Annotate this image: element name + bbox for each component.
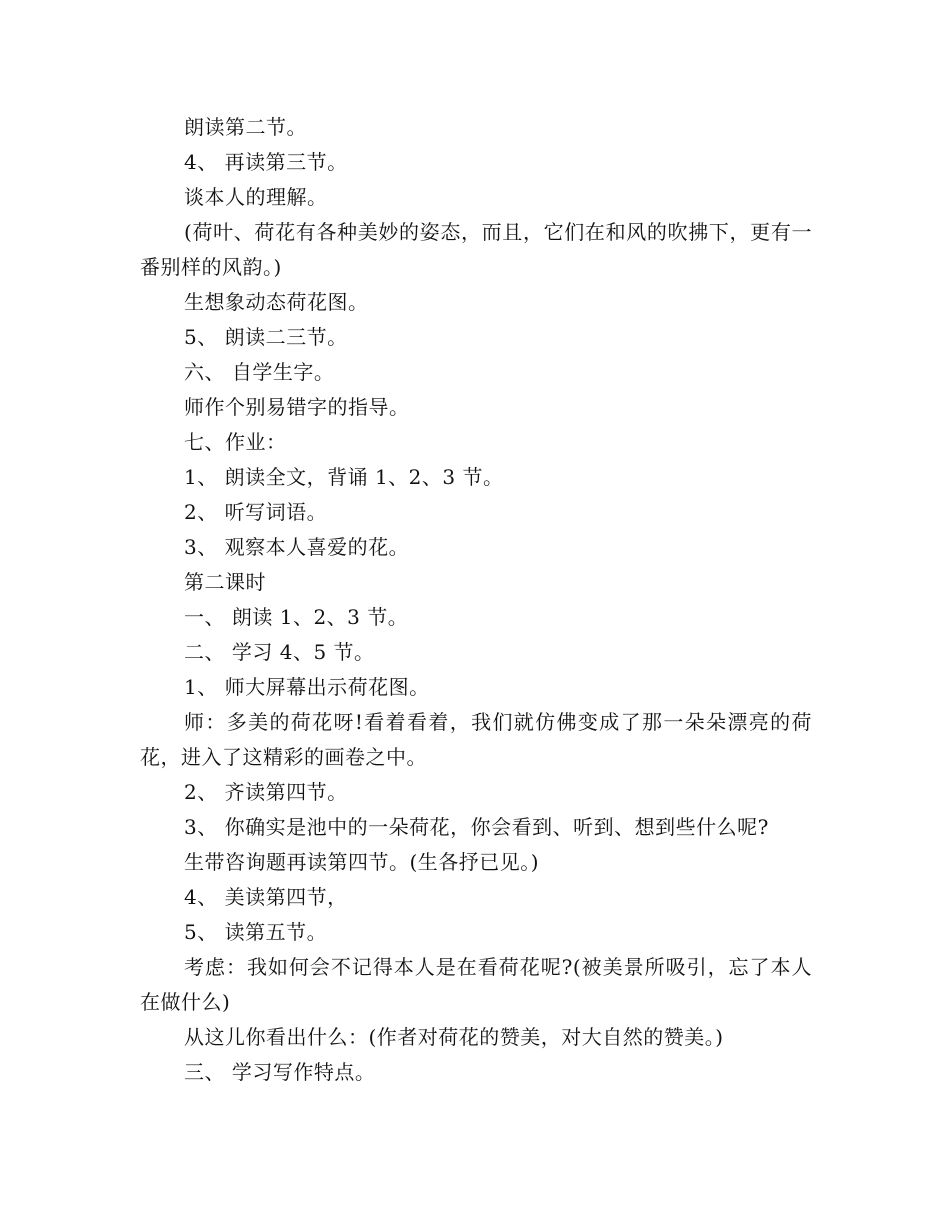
text-line: 二、 学习 4、5 节。 bbox=[184, 640, 375, 664]
document-body bbox=[140, 110, 812, 1090]
text-line: 2、 齐读第四节。 bbox=[184, 780, 348, 804]
text-line: 4、 美读第四节， bbox=[184, 885, 348, 909]
text-line: 5、 朗读二三节。 bbox=[184, 325, 348, 349]
text-line: 生想象动态荷花图。 bbox=[184, 290, 369, 314]
text-line: 谈本人的理解。 bbox=[184, 185, 328, 209]
text-line: 七、作业： bbox=[184, 430, 287, 454]
text-line: 三、 学习写作特点。 bbox=[184, 1060, 376, 1084]
text-line: 5、 读第五节。 bbox=[184, 920, 328, 944]
text-line: 4、 再读第三节。 bbox=[184, 150, 348, 174]
text-line: 1、 朗读全文，背诵 1、2、3 节。 bbox=[184, 465, 504, 489]
text-paragraph: (荷叶、荷花有各种美妙的姿态，而且，它们在和风的吹拂下，更有一番别样的风韵。) bbox=[140, 220, 812, 279]
text-line: 3、 你确实是池中的一朵荷花，你会看到、听到、想到些什么呢? bbox=[184, 815, 769, 839]
text-line: 3、 观察本人喜爱的花。 bbox=[184, 535, 410, 559]
text-line: 1、 师大屏幕出示荷花图。 bbox=[184, 675, 430, 699]
text-paragraph: 师：多美的荷花呀!看着看着，我们就仿佛变成了那一朵朵漂亮的荷花，进入了这精彩的画卷之中。 bbox=[140, 710, 812, 769]
section-heading: 第二课时 bbox=[184, 570, 266, 594]
text-line: 六、 自学生字。 bbox=[184, 360, 335, 384]
text-line: 朗读第二节。 bbox=[184, 115, 307, 139]
text-line: 生带咨询题再读第四节。(生各抒已见。) bbox=[184, 850, 540, 874]
text-paragraph: 考虑：我如何会不记得本人是在看荷花呢?(被美景所吸引，忘了本人在做什么) bbox=[140, 955, 812, 1014]
text-line: 一、 朗读 1、2、3 节。 bbox=[184, 605, 409, 629]
text-line: 2、 听写词语。 bbox=[184, 500, 328, 524]
text-line: 师作个别易错字的指导。 bbox=[184, 395, 410, 419]
text-line: 从这儿你看出什么：(作者对荷花的赞美，对大自然的赞美。) bbox=[184, 1025, 724, 1049]
